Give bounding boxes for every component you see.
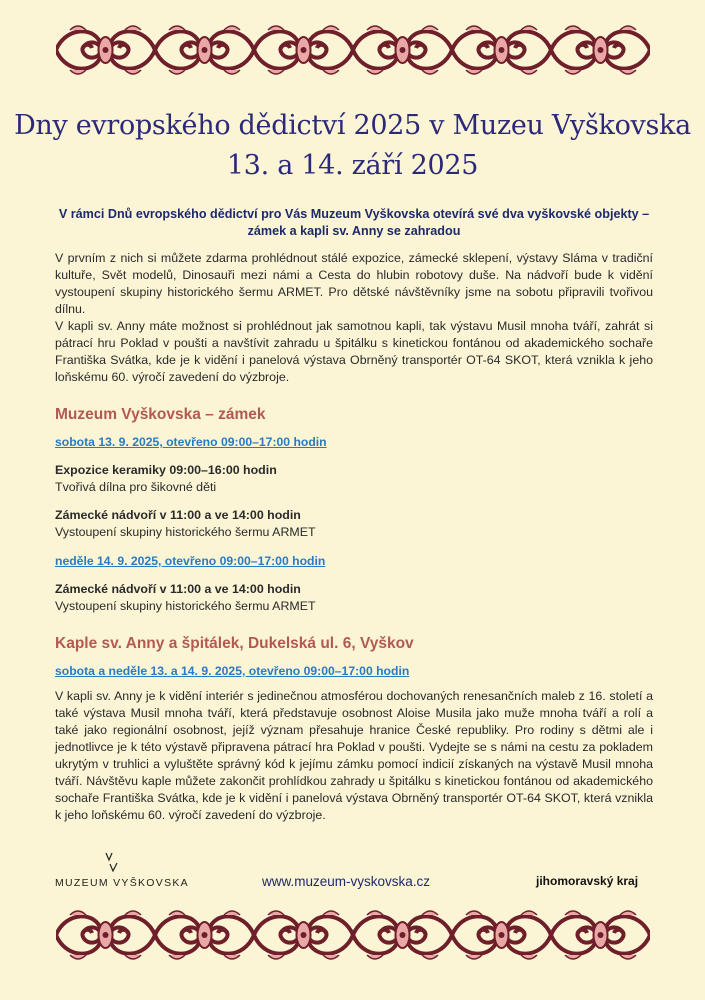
event-title: Expozice keramiky 09:00–16:00 hodin: [55, 463, 277, 477]
section-heading-kaple: Kaple sv. Anny a špitálek, Dukelská ul. 6, Vyškov: [55, 635, 414, 652]
event-desc: Vystoupení skupiny historického šermu ARMET: [55, 525, 316, 539]
bottom-ornament-border: [56, 905, 650, 965]
date-link-sunday[interactable]: neděle 14. 9. 2025, otevřeno 09:00–17:00 hodin: [55, 554, 326, 568]
event-title: Zámecké nádvoří v 11:00 a ve 14:00 hodin: [55, 508, 301, 522]
paragraph-kaple: V kapli sv. Anny máte možnost si prohlédnout jak samotnou kapli, tak výstavu Musil mnoha tváří, zahrát si pátrací hru Poklad v poušti a navštívit zahradu u špitálku s kinetickou fontánou od akademického sochaře Františka Svátka, kde je k vidění i panelová výstava Obrněný transportér OT-64 SKOT, která vznikla k jeho loňskému 60. výročí zavedení do výzbroje.: [55, 319, 653, 384]
main-content: [55, 206, 653, 824]
museum-logo[interactable]: [55, 850, 189, 894]
region-logo: jihomoravský kraj: [536, 874, 639, 888]
museum-logo-mark-icon: [105, 852, 119, 872]
paragraph-zamek: V prvním z nich si můžete zdarma prohlédnout stálé expozice, zámecké sklepení, výstavy Sláma v tradiční kultuře, Svět modelů, Dinosauři mezi námi a Cesta do hlubin robotovy duše. Na nádvoří bude k vidění vystoupení skupiny historického šermu ARMET. Pro dětské návštěvníky jsme na sobotu připravili tvořivou dílnu.: [55, 251, 653, 316]
website-link[interactable]: www.muzeum-vyskovska.cz: [262, 874, 431, 889]
section-heading-zamek: Muzeum Vyškovska – zámek: [55, 406, 266, 423]
page-title: [0, 106, 705, 186]
title-line-1: Dny evropského dědictví 2025 v Muzeu Vyškovska: [14, 110, 691, 141]
event-desc: Tvořivá dílna pro šikovné děti: [55, 480, 217, 494]
date-link-saturday[interactable]: sobota 13. 9. 2025, otevřeno 09:00–17:00 hodin: [55, 435, 327, 449]
top-ornament-border: [56, 20, 650, 80]
event-desc: Vystoupení skupiny historického šermu ARMET: [55, 599, 316, 613]
paragraph-kaple-detail: V kapli sv. Anny je k vidění interiér s jedinečnou atmosférou dochovaných renesančních maleb z 16. století a také výstava Musil mnoha tváří, která představuje osobnost Aloise Musila jako muže mnoha tváří a rolí a také jako regionální osobnost, jejíž význam přesahuje hranice České republiky. Pro rodiny s dětmi ale i jednotlivce je k této výstavě připravena pátrací hra Poklad v poušti. Vydejte se s námi na cestu za pokladem ukrytým v truhlici a vyluštěte správný kód k jejímu zámku pomocí indicií získaných na výstavě Musil mnoha tváří. Návštěvu kaple můžete zakončit prohlídkou zahrady u špitálku s kinetickou fontánou od akademického sochaře Františka Svátka, kde je k vidění i panelová výstava Obrněný transportér OT-64 SKOT, která vznikla k jeho loňskému 60. výročí zavedení do výzbroje.: [55, 689, 653, 822]
date-link-weekend[interactable]: sobota a neděle 13. a 14. 9. 2025, otevřeno 09:00–17:00 hodin: [55, 664, 410, 678]
title-line-2: 13. a 14. září 2025: [226, 150, 479, 181]
logo-text: MUZEUM VYŠKOVSKA: [55, 877, 189, 889]
footer: [0, 850, 705, 894]
intro-text: V rámci Dnů evropského dědictví pro Vás Muzeum Vyškovska otevírá své dva vyškovské objekty – zámek a kapli sv. Anny se zahradou: [58, 207, 650, 238]
event-title: Zámecké nádvoří v 11:00 a ve 14:00 hodin: [55, 582, 301, 596]
